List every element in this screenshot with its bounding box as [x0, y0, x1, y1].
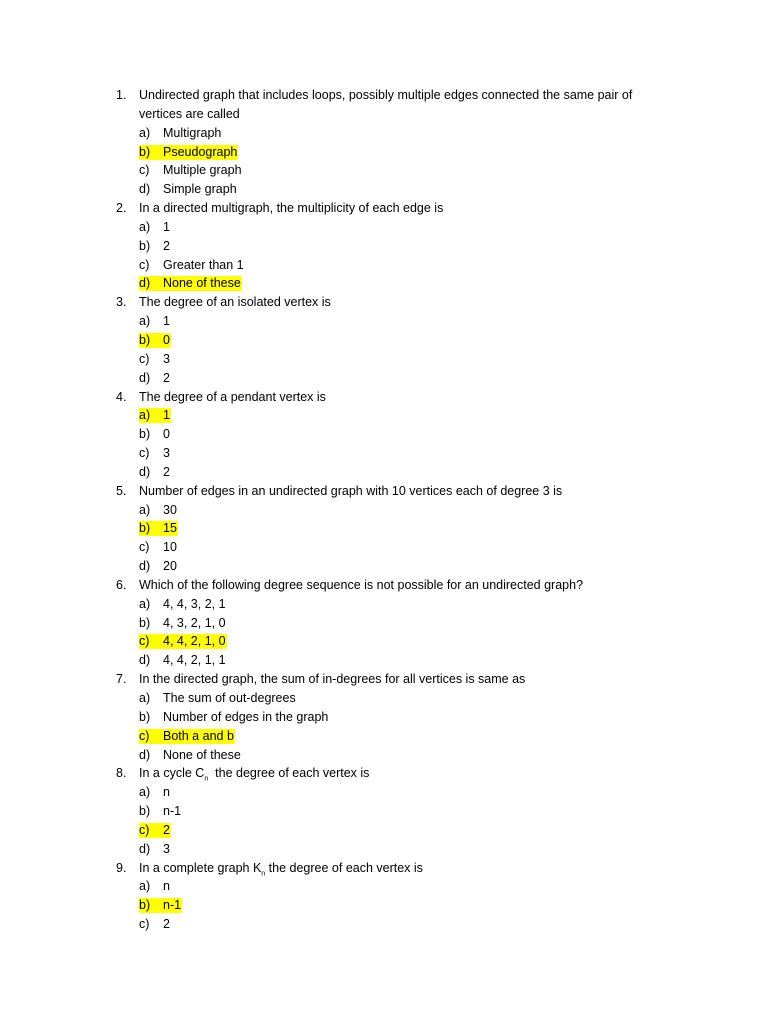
- option-letter: d): [139, 559, 151, 574]
- option-letter: a): [139, 502, 151, 517]
- option-letter: d): [139, 653, 151, 668]
- option-text: 4, 3, 2, 1, 0: [163, 615, 226, 630]
- option-7b: [0, 708, 768, 727]
- option-2c: [0, 256, 768, 275]
- option-letter: b): [139, 427, 151, 442]
- question-number: 6.: [116, 577, 127, 592]
- option-letter: a): [139, 408, 151, 423]
- option-4b: [0, 425, 768, 444]
- option-3d: [0, 369, 768, 388]
- option-5d: [0, 557, 768, 576]
- option-letter: a): [139, 879, 151, 894]
- option-text: 3: [163, 351, 170, 366]
- option-text: 15: [163, 521, 177, 536]
- subscript-n: n: [261, 870, 266, 878]
- option-text: 4, 4, 2, 1, 0: [163, 634, 226, 649]
- option-6c: [0, 632, 768, 651]
- question-number: 7.: [116, 672, 127, 687]
- question-text: Which of the following degree sequence is not possible for an undirected graph?: [139, 577, 584, 592]
- question-9: [0, 859, 768, 878]
- option-text: 3: [163, 841, 170, 856]
- option-letter: b): [139, 238, 151, 253]
- question-number: 4.: [116, 389, 127, 404]
- option-text: None of these: [163, 276, 241, 291]
- option-text: n: [163, 785, 170, 800]
- option-1d: [0, 180, 768, 199]
- option-text: 3: [163, 446, 170, 461]
- option-5a: [0, 501, 768, 520]
- option-letter: b): [139, 144, 151, 159]
- question-text: In a cycle $C_n$ the degree of each vertex is: [139, 766, 370, 783]
- question-text: Number of edges in an undirected graph with 10 vertices each of degree 3 is: [139, 483, 563, 498]
- option-letter: b): [139, 332, 151, 347]
- question-text: The degree of an isolated vertex is: [139, 295, 331, 310]
- option-7d: [0, 746, 768, 765]
- option-letter: d): [139, 370, 151, 385]
- option-2b: [0, 237, 768, 256]
- option-letter: d): [139, 464, 151, 479]
- option-text: The sum of out-degrees: [163, 691, 296, 705]
- question-text: The degree of a pendant vertex is: [139, 389, 326, 404]
- option-9c: [0, 915, 768, 934]
- option-text: 0: [163, 427, 170, 442]
- option-3a: [0, 312, 768, 331]
- option-letter: d): [139, 276, 151, 291]
- option-1a: [0, 124, 768, 143]
- option-text: 2: [163, 370, 170, 385]
- option-letter: a): [139, 785, 151, 800]
- option-text: 1: [163, 314, 170, 329]
- question-text: In the directed graph, the sum of in-degrees for all vertices is same as: [139, 672, 526, 687]
- option-letter: d): [139, 841, 151, 856]
- option-text: 4, 4, 2, 1, 1: [163, 653, 226, 668]
- option-letter: b): [139, 615, 151, 630]
- option-6a: [0, 595, 768, 614]
- option-letter: a): [139, 691, 151, 705]
- question-number: 2.: [116, 201, 127, 216]
- question-7: [0, 670, 768, 689]
- question-number: 5.: [116, 483, 127, 498]
- option-letter: b): [139, 804, 151, 819]
- question-3: [0, 293, 768, 312]
- option-letter: c): [139, 446, 150, 461]
- option-letter: c): [139, 728, 150, 743]
- question-text-line2: vertices are called: [139, 106, 240, 121]
- option-letter: c): [139, 634, 150, 649]
- option-7c: [0, 727, 768, 746]
- option-text: 2: [163, 464, 170, 479]
- option-text: n: [163, 879, 170, 894]
- option-text: 10: [163, 540, 177, 555]
- question-text: In a directed multigraph, the multiplicity of each edge is: [139, 201, 444, 216]
- question-8: [0, 764, 768, 783]
- option-8a: [0, 783, 768, 802]
- option-letter: b): [139, 709, 151, 724]
- option-2d: [0, 274, 768, 293]
- option-1b: [0, 143, 768, 162]
- question-2: [0, 199, 768, 218]
- option-2a: [0, 218, 768, 237]
- question-1-continuation: [0, 105, 768, 124]
- option-4c: [0, 444, 768, 463]
- option-text: 0: [163, 332, 170, 347]
- option-letter: c): [139, 351, 150, 366]
- option-letter: b): [139, 521, 151, 536]
- option-text: 1: [163, 219, 170, 234]
- option-letter: a): [139, 596, 151, 611]
- option-3c: [0, 350, 768, 369]
- option-9b: [0, 896, 768, 915]
- option-text: n-1: [163, 898, 182, 913]
- option-text: 2: [163, 822, 170, 837]
- question-1: [0, 86, 768, 105]
- option-letter: b): [139, 898, 151, 913]
- option-5b: [0, 519, 768, 538]
- option-letter: d): [139, 182, 151, 197]
- option-9a: [0, 877, 768, 896]
- option-text: Multigraph: [163, 125, 222, 140]
- option-6b: [0, 614, 768, 633]
- option-letter: c): [139, 163, 150, 178]
- option-letter: a): [139, 219, 151, 234]
- option-4a: [0, 406, 768, 425]
- option-6d: [0, 651, 768, 670]
- option-text: None of these: [163, 747, 241, 762]
- quiz-document: [0, 86, 768, 934]
- option-text: n-1: [163, 804, 182, 819]
- option-letter: c): [139, 917, 150, 932]
- question-number: 1.: [116, 88, 127, 102]
- subscript-n: n: [204, 775, 209, 783]
- question-4: [0, 388, 768, 407]
- option-7a: [0, 689, 768, 708]
- question-number: 9.: [116, 860, 127, 875]
- option-letter: a): [139, 314, 151, 329]
- option-8b: [0, 802, 768, 821]
- option-text: Simple graph: [163, 182, 237, 197]
- question-6: [0, 576, 768, 595]
- option-text: 20: [163, 559, 177, 574]
- option-text: 4, 4, 3, 2, 1: [163, 596, 226, 611]
- option-text: Pseudograph: [163, 144, 238, 159]
- option-text: 2: [163, 917, 170, 932]
- option-3b: [0, 331, 768, 350]
- option-letter: d): [139, 747, 151, 762]
- option-text: 1: [163, 408, 170, 423]
- option-text: Both a and b: [163, 728, 234, 743]
- option-text: 30: [163, 502, 177, 517]
- option-4d: [0, 463, 768, 482]
- question-5: [0, 482, 768, 501]
- option-1c: [0, 161, 768, 180]
- question-text: Undirected graph that includes loops, possibly multiple edges connected the same pair of: [139, 88, 633, 102]
- option-8d: [0, 840, 768, 859]
- option-8c: [0, 821, 768, 840]
- question-text: In a complete graph $K_n$ the degree of each vertex is: [139, 860, 423, 878]
- option-text: 2: [163, 238, 170, 253]
- question-number: 3.: [116, 295, 127, 310]
- option-letter: c): [139, 540, 150, 555]
- option-text: Greater than 1: [163, 257, 244, 272]
- option-letter: c): [139, 822, 150, 837]
- option-5c: [0, 538, 768, 557]
- question-number: 8.: [116, 766, 127, 781]
- option-text: Multiple graph: [163, 163, 242, 178]
- option-letter: a): [139, 125, 151, 140]
- option-letter: c): [139, 257, 150, 272]
- option-text: Number of edges in the graph: [163, 709, 329, 724]
